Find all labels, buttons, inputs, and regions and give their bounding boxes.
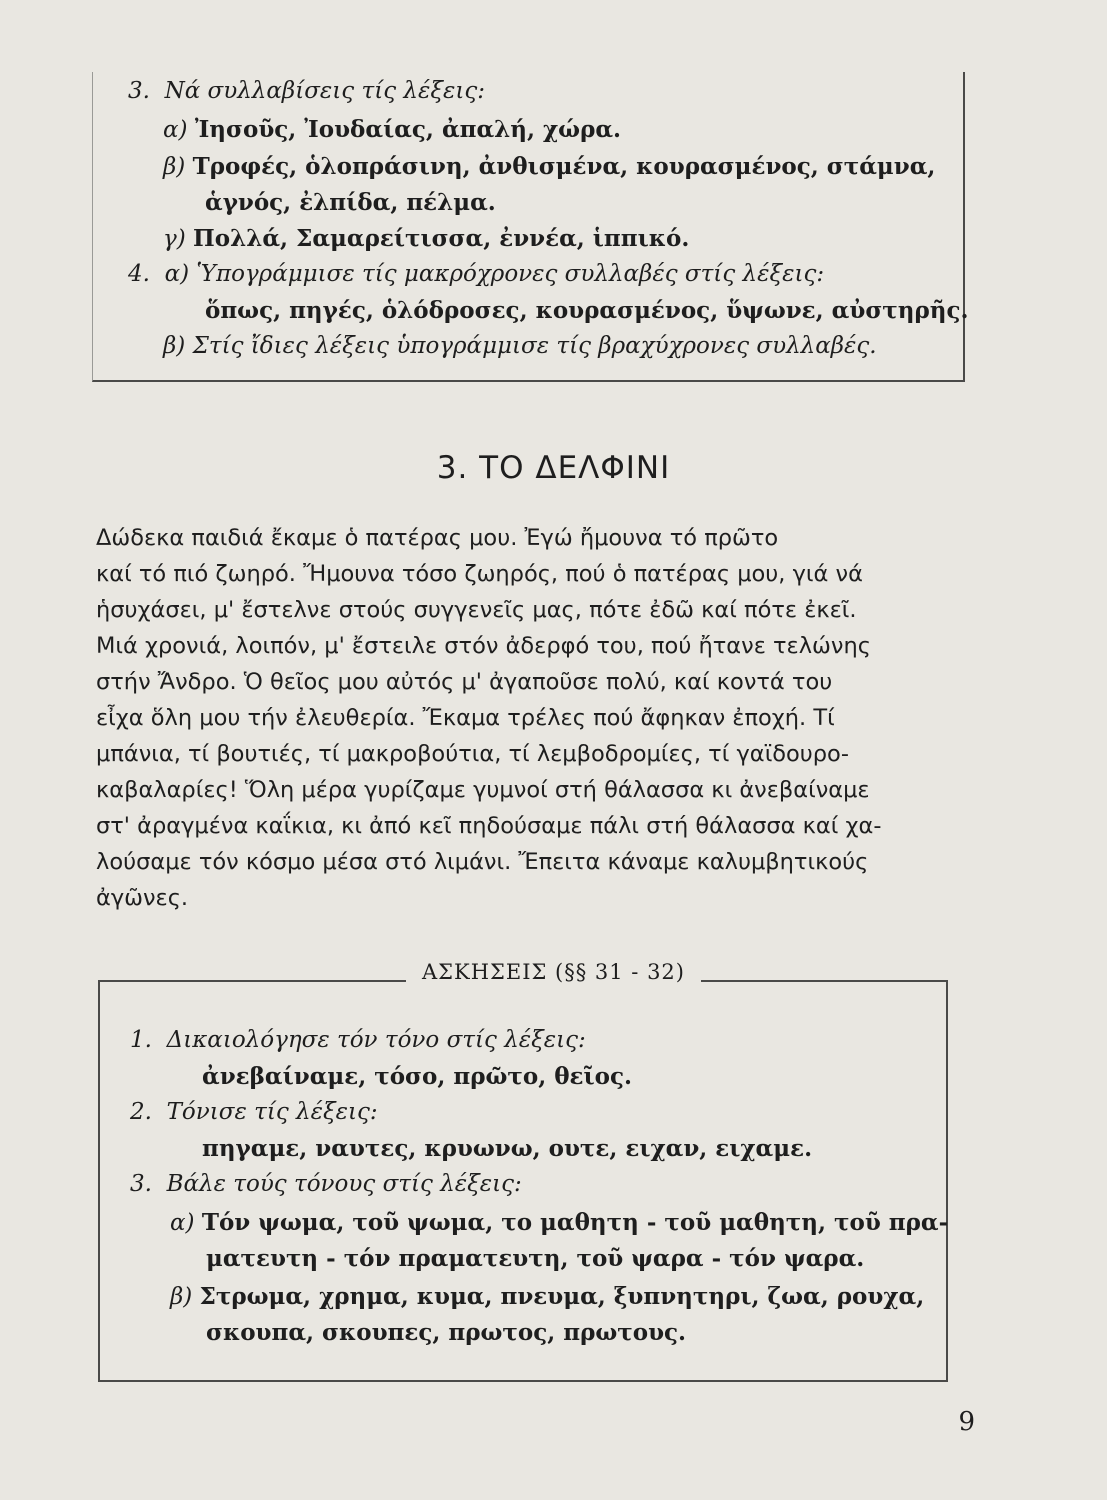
exercise-3a-words: α) Τόν ψωμα, τοῦ ψωμα, το μαθητη - τοῦ μαθητη, τοῦ πρα- bbox=[170, 1209, 949, 1236]
page-number: 9 bbox=[958, 1407, 975, 1437]
story-line: μπάνια, τί βουτιές, τί μακροβούτια, τί λεμβοδρομίες, τί γαϊδουρο- bbox=[96, 741, 849, 767]
exercises-heading: ΑΣΚΗΣΕΙΣ (§§ 31 - 32) bbox=[0, 960, 1107, 984]
exercise-3b-words-cont: σκουπα, σκουπες, πρωτος, πρωτους. bbox=[206, 1319, 687, 1346]
story-line: ἀγῶνες. bbox=[96, 885, 189, 911]
exercise-3-prompt: 3. Βάλε τούς τόνους στίς λέξεις: bbox=[130, 1171, 522, 1197]
chapter-title: 3. ΤΟ ΔΕΛΦΙΝΙ bbox=[436, 450, 671, 486]
story-line: Μιά χρονιά, λοιπόν, μ' ἔστειλε στόν ἀδερφό του, πού ἤτανε τελώνης bbox=[96, 633, 871, 659]
story-line: εἶχα ὅλη μου τήν ἐλευθερία. Ἔκαμα τρέλες πού ἄφηκαν ἐποχή. Τί bbox=[96, 705, 835, 731]
exercise-1-words: ἀνεβαίναμε, τόσο, πρῶτο, θεῖος. bbox=[202, 1063, 633, 1090]
story-line: λούσαμε τόν κόσμο μέσα στό λιμάνι. Ἔπειτα κάναμε καλυμβητικούς bbox=[96, 849, 869, 875]
story-line: ἡσυχάσει, μ' ἔστελνε στούς συγγενεῖς μας, πότε ἐδῶ καί πότε ἐκεῖ. bbox=[96, 597, 857, 623]
exercise-3a-words-cont: ματευτη - τόν πραματευτη, τοῦ ψαρα - τόν ψαρα. bbox=[206, 1245, 865, 1272]
exercise-4a: 4. α) Ὑπογράμμισε τίς μακρόχρονες συλλαβές στίς λέξεις: bbox=[128, 261, 825, 287]
exercise-3b-words: β) Στρωμα, χρημα, κυμα, πνευμα, ξυπνητηρι, ζωα, ρουχα, bbox=[170, 1283, 925, 1310]
exercise-3b: β) Τροφές, ὁλοπράσινη, ἀνθισμένα, κουρασμένος, στάμνα, bbox=[163, 153, 936, 180]
story-line: καί τό πιό ζωηρό. Ἤμουνα τόσο ζωηρός, πού ὁ πατέρας μου, γιά νά bbox=[96, 561, 863, 587]
exercise-3b-cont: ἁγνός, ἐλπίδα, πέλμα. bbox=[205, 189, 496, 216]
exercise-3-prompt: 3. Νά συλλαβίσεις τίς λέξεις: bbox=[128, 78, 485, 104]
story-line: στήν Ἄνδρο. Ὁ θεῖος μου αὐτός μ' ἀγαποῦσε πολύ, καί κοντά του bbox=[96, 669, 833, 695]
exercise-1-prompt: 1. Δικαιολόγησε τόν τόνο στίς λέξεις: bbox=[130, 1027, 586, 1053]
exercise-3c: γ) Πολλά, Σαμαρείτισσα, ἐννέα, ἱππικό. bbox=[163, 225, 690, 252]
story-line: καβαλαρίες! Ὅλη μέρα γυρίζαμε γυμνοί στή θάλασσα κι ἀνεβαίναμε bbox=[96, 777, 870, 803]
story-line: στ' ἀραγμένα καΐκια, κι ἀπό κεῖ πηδούσαμε πάλι στή θάλασσα καί χα- bbox=[96, 813, 882, 839]
exercise-4a-words: ὅπως, πηγές, ὁλόδροσες, κουρασμένος, ὕψωνε, αὐστηρῆς. bbox=[205, 297, 969, 324]
exercise-2-prompt: 2. Τόνισε τίς λέξεις: bbox=[130, 1099, 378, 1125]
exercise-4b: β) Στίς ἴδιες λέξεις ὑπογράμμισε τίς βραχύχρονες συλλαβές. bbox=[163, 333, 877, 359]
exercise-3a: α) Ἰησοῦς, Ἰουδαίας, ἀπαλή, χώρα. bbox=[163, 116, 622, 143]
story-line: Δώδεκα παιδιά ἔκαμε ὁ πατέρας μου. Ἐγώ ἤμουνα τό πρῶτο bbox=[96, 525, 779, 551]
exercise-2-words: πηγαμε, ναυτες, κρυωνω, ουτε, ειχαν, ειχαμε. bbox=[202, 1135, 813, 1162]
